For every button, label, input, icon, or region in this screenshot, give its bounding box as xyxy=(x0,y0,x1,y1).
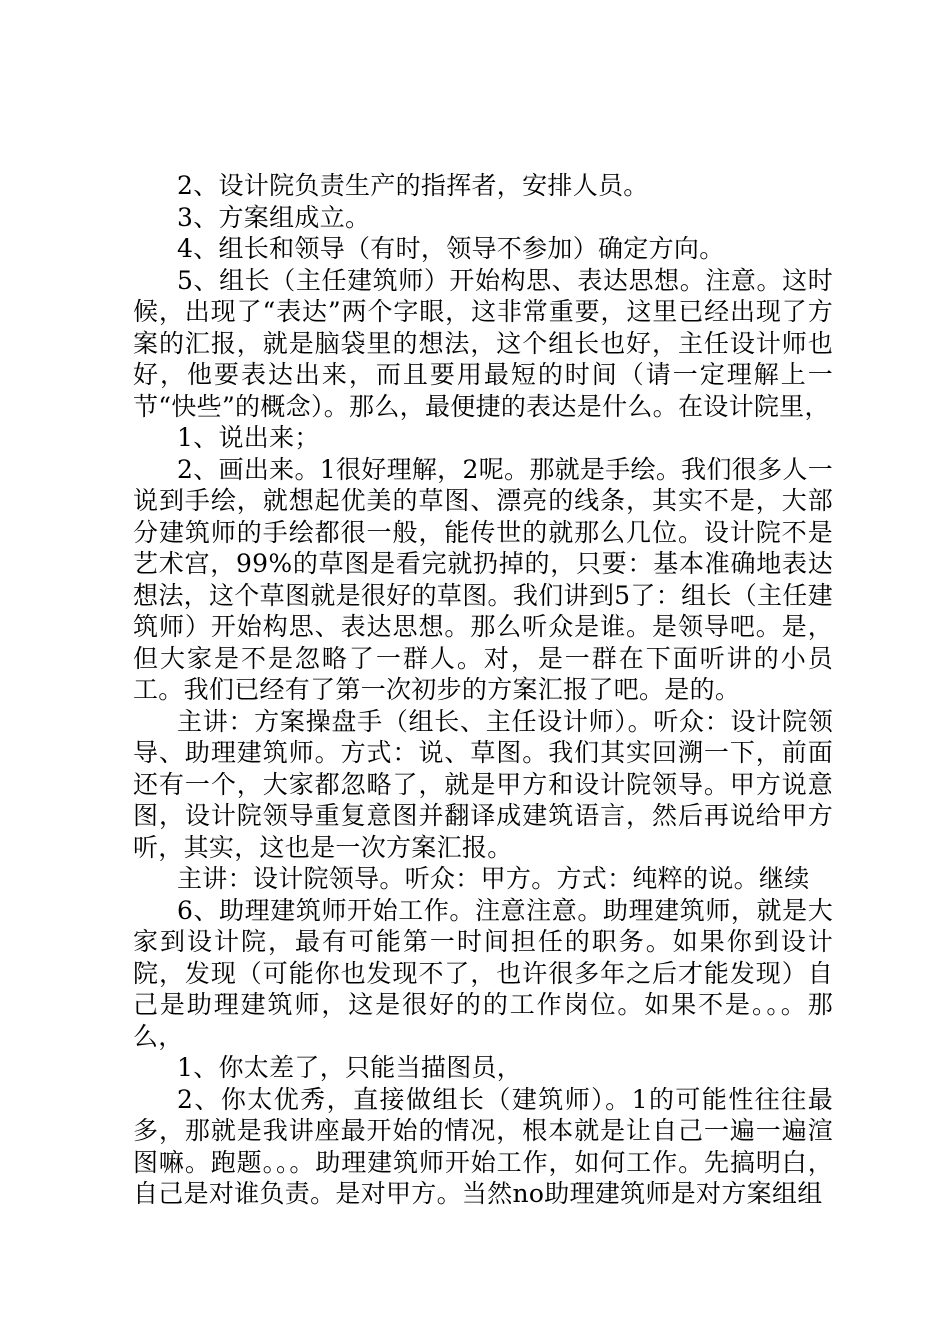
paragraph-2: 3、方案组成立。 xyxy=(177,202,371,232)
paragraph-11: 2、你太优秀，直接做组长（建筑师）。1的可能性往往最多，那就是我讲座最开始的情况，根本就是让自己一遍一遍渲图嘛。跑题。。。助理建筑师开始工作，如何工作。先搞明白，自己是对谁负责。是对甲方。当然no助理建筑师是对方案组组 xyxy=(133,1084,833,1208)
document-body xyxy=(133,170,833,1210)
paragraph-9: 6、助理建筑师开始工作。注意注意。助理建筑师，就是大家到设计院，最有可能第一时间担任的职务。如果你到设计院，发现（可能你也发现不了，也许很多年之后才能发现）自己是助理建筑师，这是很好的的工作岗位。如果不是。。。那么， xyxy=(133,895,833,1051)
paragraph-6: 2、画出来。1很好理解，2呢。那就是手绘。我们很多人一说到手绘，就想起优美的草图、漂亮的线条，其实不是，大部分建筑师的手绘都很一般，能传世的就那么几位。设计院不是艺术宫，99%的草图是看完就扔掉的，只要：基本准确地表达想法，这个草图就是很好的草图。我们讲到5了：组长（主任建筑师）开始构思、表达思想。那么听众是谁。是领导吧。是，但大家是不是忽略了一群人。对，是一群在下面听讲的小员工。我们已经有了第一次初步的方案汇报了吧。是的。 xyxy=(133,454,833,704)
paragraph-5: 1、说出来； xyxy=(177,423,320,452)
paragraph-8: 主讲：设计院领导。听众：甲方。方式：纯粹的说。继续 xyxy=(177,864,810,893)
paragraph-4: 5、组长（主任建筑师）开始构思、表达思想。注意。这时候，出现了“表达”两个字眼，这非常重要，这里已经出现了方案的汇报，就是脑袋里的想法，这个组长也好，主任设计师也好，他要表达出来，而且要用最短的时间（请一定理解上一节“快些”的概念）。那么，最便捷的表达是什么。在设计院里， xyxy=(133,265,833,421)
paragraph-10: 1、你太差了，只能当描图员， xyxy=(177,1053,523,1082)
paragraph-3: 4、组长和领导（有时，领导不参加）确定方向。 xyxy=(177,234,725,263)
paragraph-7: 主讲：方案操盘手（组长、主任设计师）。听众：设计院领导、助理建筑师。方式：说、草图。我们其实回溯一下，前面还有一个，大家都忽略了，就是甲方和设计院领导。甲方说意图，设计院领导重复意图并翻译成建筑语言，然后再说给甲方听，其实，这也是一次方案汇报。 xyxy=(133,706,833,862)
paragraph-1: 2、设计院负责生产的指挥者，安排人员。 xyxy=(177,171,649,200)
